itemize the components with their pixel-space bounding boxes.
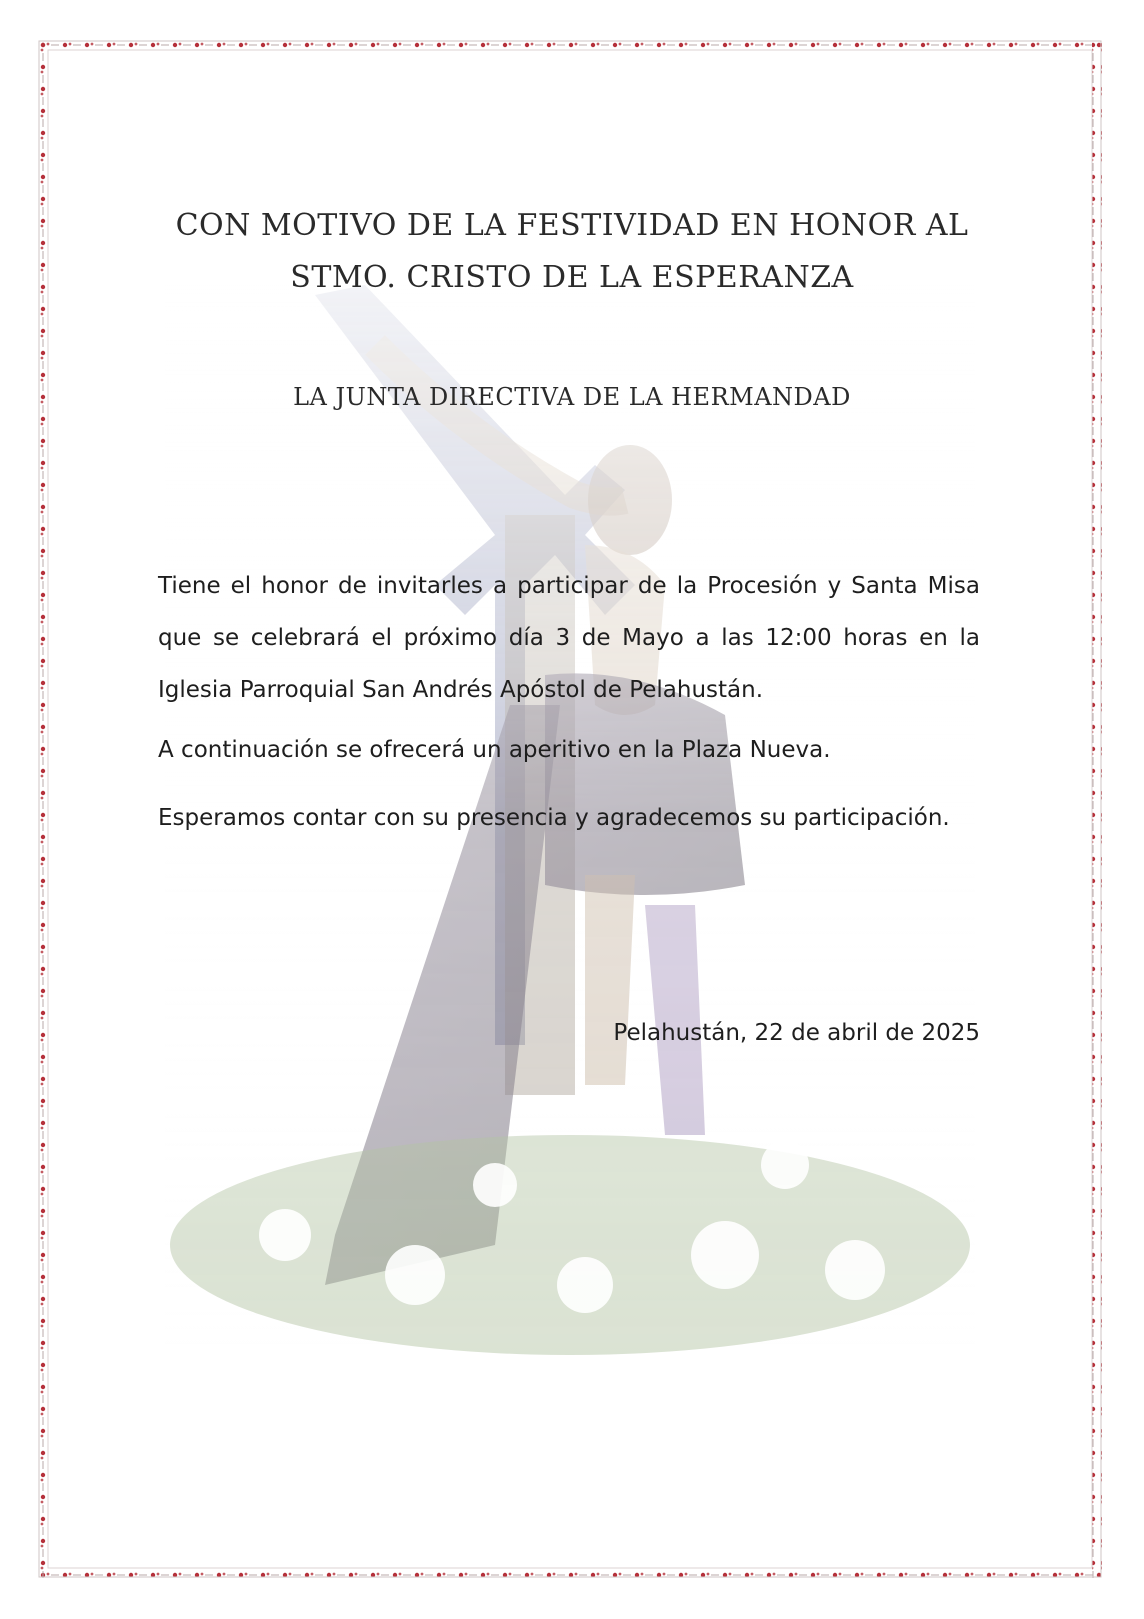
- title-line-2: STMO. CRISTO DE LA ESPERANZA: [290, 260, 854, 295]
- subtitle: LA JUNTA DIRECTIVA DE LA HERMANDAD: [293, 383, 851, 411]
- invitation-paragraph: Tiene el honor de invitarles a participar de la Procesión y Santa Misa que se celebrará el próximo día 3 de Mayo a las 12:00 horas en la Iglesia Parroquial San Andrés Apóstol de Pelahustán.: [158, 573, 980, 703]
- closing-paragraph: Esperamos contar con su presencia y agradecemos su participación.: [158, 805, 950, 831]
- page-title: [140, 200, 1004, 304]
- place-date: Pelahustán, 22 de abril de 2025: [613, 1020, 980, 1046]
- aperitivo-paragraph: A continuación se ofrecerá un aperitivo en la Plaza Nueva.: [158, 737, 831, 763]
- invitation-body: [158, 560, 980, 838]
- title-line-1: CON MOTIVO DE LA FESTIVIDAD EN HONOR AL: [175, 208, 969, 243]
